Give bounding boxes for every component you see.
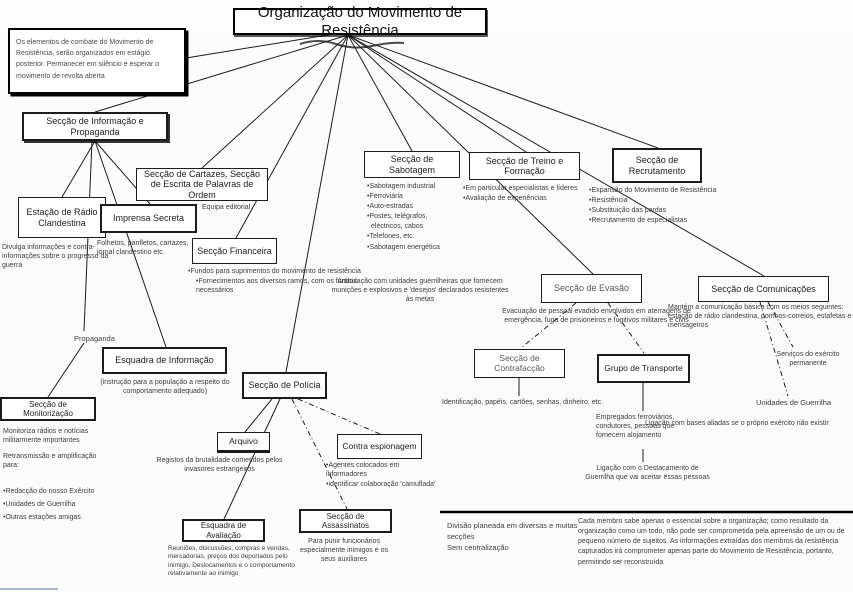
propaganda-label: Propaganda bbox=[74, 334, 115, 343]
node-imprensa-secreta: Imprensa Secreta bbox=[100, 204, 197, 233]
imprensa-desc: Folhetos, panfletos, cartazes, jornal clandestino etc. bbox=[97, 240, 189, 257]
bullet: •Fornecimentos aos diversos ramos, com os fundos necessários bbox=[196, 278, 357, 295]
node-sabotagem: Secção de Sabotagem bbox=[364, 151, 460, 178]
esquadra-informacao-desc: (instrução para a população a respeito do comportamento adequado) bbox=[100, 379, 230, 396]
contrafaccao-desc: Identificação, papéis, cartões, senhas, dinheiro, etc. bbox=[442, 399, 604, 406]
bullet: •Ferroviária bbox=[367, 193, 403, 201]
page-title: Organização do Movimento de Resistência bbox=[233, 8, 487, 35]
node-arquivo: Arquivo bbox=[217, 432, 270, 453]
recrutamento-bullets bbox=[589, 186, 739, 226]
monitorizacao-desc1: Monitoriza rádios e notícias militarmente importantes bbox=[3, 428, 89, 445]
node-policia: Secção de Polícia bbox=[242, 372, 327, 399]
node-financeira: Secção Financeira bbox=[192, 238, 277, 264]
ligacao-bases-note: Ligação com bases aliadas se o próprio exército não existir bbox=[645, 420, 829, 427]
bullet: eléctricos, cabos bbox=[371, 223, 424, 231]
footer-right-note: Cada membro sabe apenas o essencial sobre a organização; como resultado da organização como um todo, não pode ser comprometida pela apreensão de um ou de pequeno número de sujeitos. As informações extraídas dos membros da resistência capturados irá comprometer apenas parte do Movimento de Resistência, portanto, permitindo ser reconstruída bbox=[578, 518, 845, 566]
avaliacao-desc: Reuniões, discussões, compras e vendas, mercadorias, preços dos deportados pelo inimigo. Deslocamentos e o comportamento relativamente ao inimigo bbox=[168, 545, 295, 578]
bullet: •Em particular especialistas e líderes bbox=[463, 185, 578, 192]
node-contrafaccao: Secção de Contrafacção bbox=[474, 349, 565, 378]
node-grupo-transporte: Grupo de Transporte bbox=[597, 354, 690, 383]
bullet: •Sabotagem industrial bbox=[367, 183, 436, 190]
node-evasao: Secção de Evasão bbox=[541, 274, 642, 303]
bullet: •Expansão do Movimento de Resistência bbox=[589, 187, 717, 194]
transporte-desc: Empregados ferroviários, condutores, pessoas que fornecem alojamento bbox=[596, 414, 675, 440]
bullet: •Auto-estradas bbox=[367, 203, 414, 211]
articulacao-note: Articulação com unidades guerrilheiras que fornecem munições e explosivos e 'desejos' declarados resistentes às metas bbox=[331, 278, 509, 304]
bullet: •Telefones, etc. bbox=[367, 233, 415, 241]
scan-artifact-line bbox=[0, 588, 58, 590]
evasao-desc: Evacuação de pessoal evadido envolvidos em aterragens de emergência, fuga de prisioneiros e fugitivos militares e civis bbox=[502, 308, 691, 325]
node-treino-formacao: Secção de Treino e Formação bbox=[469, 152, 580, 180]
contra-espionagem-bullets bbox=[326, 461, 441, 490]
node-contra-espionagem: Contra espionagem bbox=[337, 434, 422, 459]
arquivo-desc: Registos da brutalidade cometidos pelos invasores estrangeiros bbox=[156, 457, 283, 474]
bullet: •Postes, telégrafos, bbox=[367, 213, 428, 221]
exercito-permanente-label: Serviços do exército permanente bbox=[776, 351, 840, 368]
footer-left-note bbox=[447, 521, 582, 554]
bullet: •Outras estações amigas bbox=[3, 514, 81, 522]
bullet: •Redacção do nosso Exército bbox=[3, 488, 95, 495]
bullet: •Agentes colocados em informadores bbox=[326, 462, 400, 479]
node-esquadra-avaliacao: Esquadra de Avaliação bbox=[182, 519, 265, 542]
comunicacoes-desc: Mantém a comunicação básica com os meios seguintes: estação de rádio clandestina, pombos-correios, estafetas e mensageiros bbox=[668, 304, 852, 330]
monitorizacao-desc2: Retransmissão e amplificação para: bbox=[3, 453, 97, 470]
assassinatos-desc: Para punir funcionários especialmente inimigos e os seus auxiliares bbox=[300, 538, 388, 564]
footer-left-line1: Divisão planeada em diversas e muitas secções bbox=[447, 521, 578, 541]
unidades-guerrilha-label: Unidades de Guerrilha bbox=[756, 398, 832, 407]
node-radio-clandestina: Estação de Rádio Clandestina bbox=[18, 197, 106, 238]
node-assassinatos: Secção de Assassinatos bbox=[299, 509, 392, 533]
footer-left-line2: Sem centralização bbox=[447, 542, 509, 552]
sabotagem-bullets bbox=[367, 182, 467, 253]
bullet: •Resistência bbox=[589, 197, 628, 205]
note-combat-elements: Os elementos de combate do Movimento de Resistência, serão organizados em estágio posterior. Permanecer em silêncio e esperar o movimento de revolta aberta bbox=[8, 28, 186, 94]
cartazes-desc: Equipa editorial bbox=[202, 204, 251, 211]
radio-desc: Divulga informações e contra-informações sobre o progresso da guerra bbox=[2, 244, 109, 270]
node-cartazes: Secção de Cartazes, Secção de Escrita de Palavras de Ordem bbox=[136, 168, 268, 201]
bullet: •Substituição das perdas bbox=[589, 207, 667, 215]
node-informacao-propaganda: Secção de Informação e Propaganda bbox=[22, 112, 168, 141]
bullet: •Avaliação de experiências bbox=[463, 195, 547, 203]
node-monitorizacao: Secção de Monitorização bbox=[0, 397, 96, 421]
node-recrutamento: Secção de Recrutamento bbox=[612, 148, 702, 183]
node-comunicacoes: Secção de Comunicações bbox=[698, 276, 829, 302]
bullet: •Recrutamento de especialistas bbox=[589, 217, 688, 225]
bullet: •Sabotagem energética bbox=[367, 243, 440, 251]
transporte-note: Ligação com o Destacamento de Guerrilha que vai aceitar essas pessoas bbox=[585, 465, 710, 482]
monitorizacao-bullets bbox=[3, 487, 103, 526]
bullet: •Unidades de Guerrilha bbox=[3, 501, 76, 509]
node-esquadra-informacao: Esquadra de Informação bbox=[102, 347, 227, 374]
bullet: •identificar colaboração 'camuflada' bbox=[326, 481, 436, 489]
bullet: •Fundos para suprimentos do movimento de resistência bbox=[188, 268, 361, 275]
treino-bullets bbox=[463, 184, 598, 204]
